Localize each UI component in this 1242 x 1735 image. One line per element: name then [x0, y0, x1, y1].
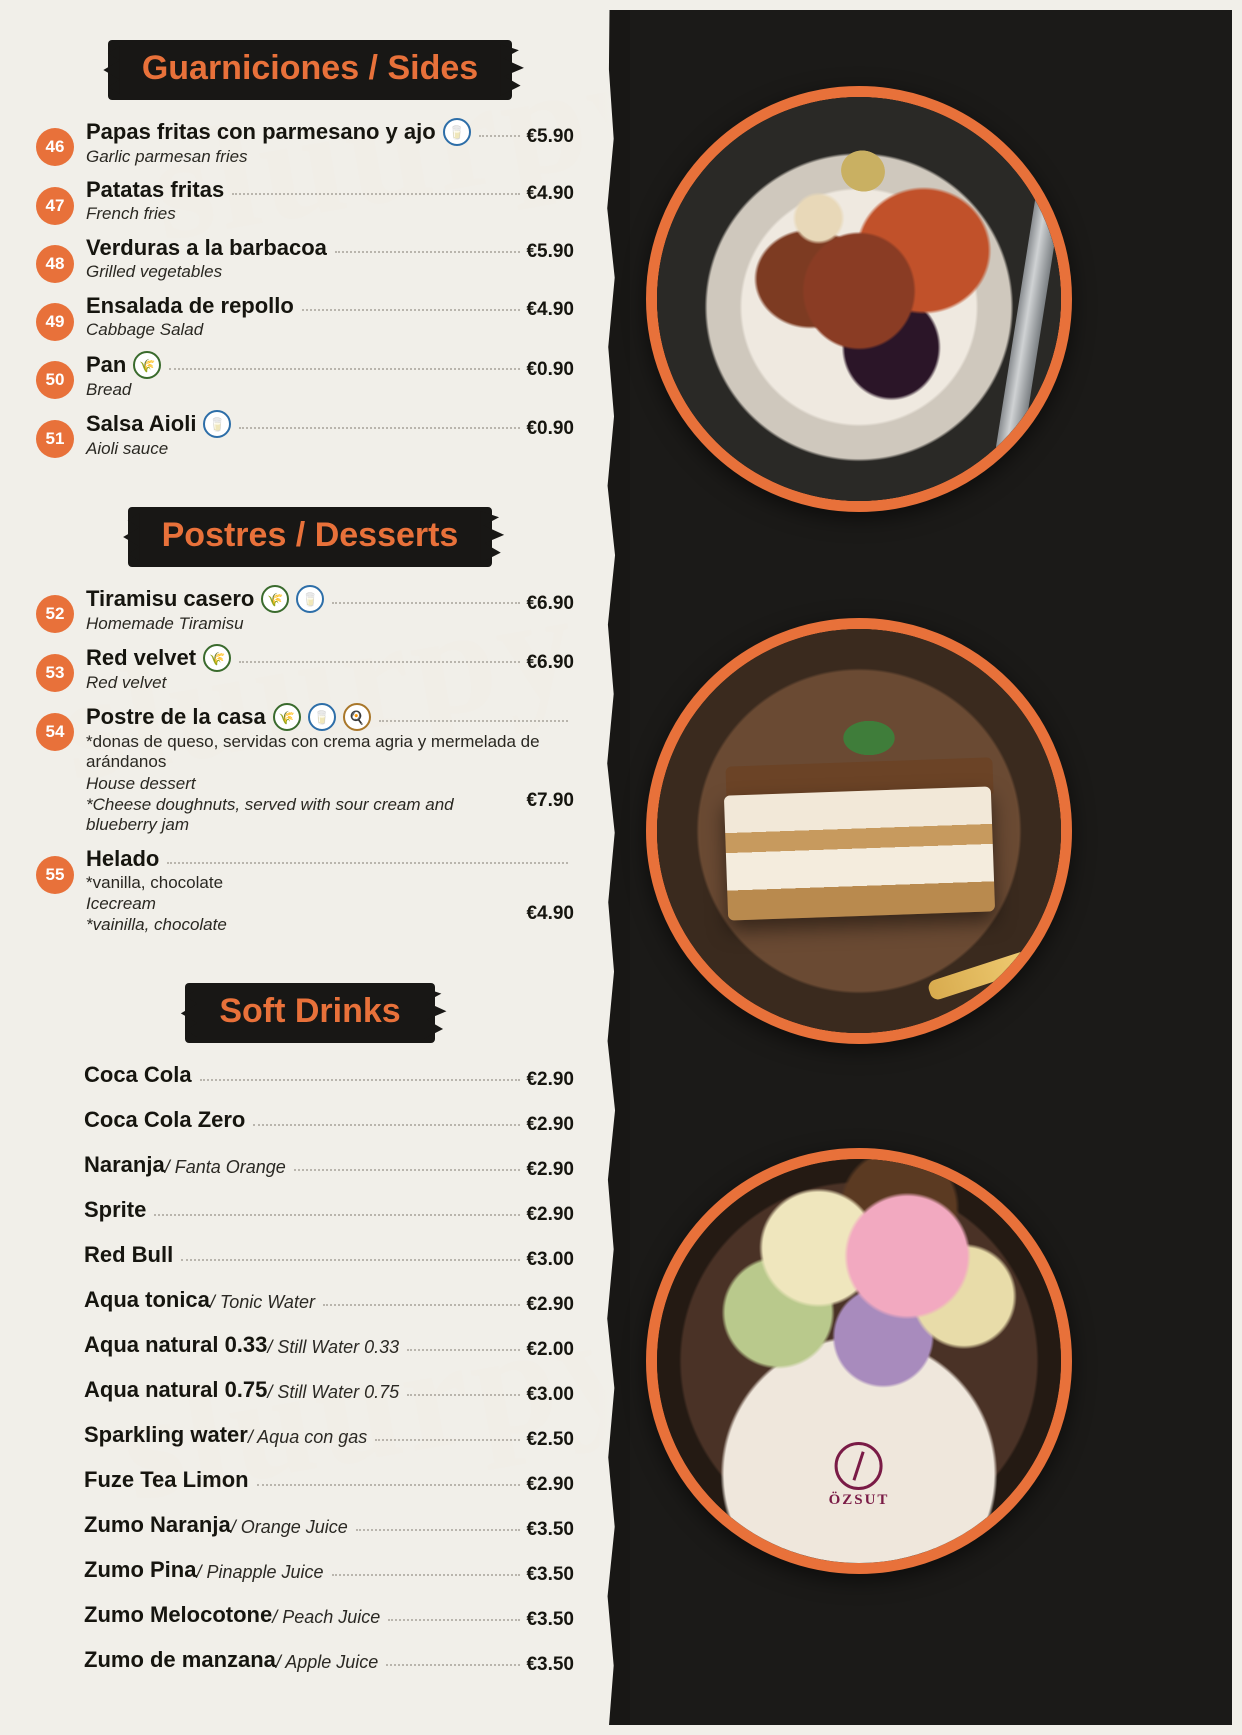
leader-dots — [407, 1337, 520, 1351]
item-number: 54 — [36, 713, 74, 751]
leader-dots — [323, 1292, 521, 1306]
drink-name: Coca Cola — [84, 1062, 192, 1088]
leader-dots — [239, 647, 520, 663]
item-subtitle: Bread — [86, 380, 132, 399]
photo-tiramisu-image — [657, 629, 1061, 1033]
leader-dots — [388, 1607, 520, 1621]
item-price: €4.90 — [526, 299, 574, 320]
list-item[interactable] — [84, 1512, 574, 1541]
section-title-desserts: Postres / Desserts — [128, 507, 493, 567]
drink-name: Fuze Tea Limon — [84, 1467, 249, 1493]
drink-name: Naranja — [84, 1152, 165, 1178]
leader-dots — [167, 848, 568, 864]
drink-alt: / Fanta Orange — [164, 1157, 286, 1178]
item-number: 49 — [36, 303, 74, 341]
ozsut-logo-text: ÖZSUT — [828, 1491, 890, 1508]
leader-dots — [386, 1652, 520, 1666]
drink-name: Aqua tonica — [84, 1287, 210, 1313]
photo-dessert-berries-image — [657, 97, 1061, 501]
item-subtitle: Red velvet — [86, 673, 167, 692]
drink-price: €3.00 — [526, 1249, 574, 1271]
ozsut-ring-icon — [835, 1442, 883, 1490]
drink-price: €2.90 — [526, 1114, 574, 1136]
leader-dots — [239, 413, 520, 429]
list-item[interactable] — [36, 118, 574, 167]
list-item[interactable] — [84, 1602, 574, 1631]
section-desserts — [0, 459, 620, 935]
drink-price: €3.50 — [526, 1654, 574, 1676]
list-item[interactable] — [36, 177, 574, 225]
leader-dots — [407, 1382, 520, 1396]
item-number: 53 — [36, 654, 74, 692]
list-item[interactable] — [84, 1647, 574, 1676]
photo-icecream-image — [657, 1159, 1061, 1563]
gluten-allergen-icon: 🌾 — [261, 585, 289, 613]
item-number: 55 — [36, 856, 74, 894]
item-note-es: *donas de queso, servidas con crema agria y mermelada de arándanos — [86, 732, 540, 772]
list-item[interactable] — [36, 351, 574, 400]
item-note-es: *vanilla, chocolate — [86, 872, 224, 892]
drink-name: Zumo Pina — [84, 1557, 197, 1583]
drink-name: Zumo de manzana — [84, 1647, 276, 1673]
item-name: Pan — [86, 352, 127, 377]
item-subtitle: Grilled vegetables — [86, 262, 223, 281]
drink-price: €2.90 — [526, 1204, 574, 1226]
mint-leaf — [839, 718, 899, 758]
list-item[interactable] — [84, 1287, 574, 1316]
leader-dots — [200, 1067, 521, 1081]
leader-dots — [335, 237, 521, 253]
tiramisu-slice — [724, 786, 995, 920]
gluten-allergen-icon: 🌾 — [203, 644, 231, 672]
item-number: 51 — [36, 420, 74, 458]
gluten-allergen-icon: 🌾 — [273, 703, 301, 731]
drink-name: Coca Cola Zero — [84, 1107, 246, 1133]
drink-name: Sprite — [84, 1197, 147, 1223]
leader-dots — [232, 179, 520, 195]
drink-price: €3.50 — [526, 1564, 574, 1586]
item-name: Tiramisu casero — [86, 586, 255, 611]
item-price: €6.90 — [526, 593, 574, 614]
left-menu-panel — [0, 0, 620, 1735]
drink-price: €3.50 — [526, 1519, 574, 1541]
list-item[interactable] — [36, 644, 574, 693]
item-subtitle: Aioli sauce — [86, 439, 169, 458]
milk-allergen-icon: 🥛 — [308, 703, 336, 731]
drink-price: €3.50 — [526, 1609, 574, 1631]
item-number: 52 — [36, 595, 74, 633]
photo-dessert-berries — [646, 86, 1072, 512]
list-item[interactable] — [36, 585, 574, 634]
item-number: 47 — [36, 187, 74, 225]
item-note-en: *vainilla, chocolate — [86, 914, 227, 934]
drink-alt: / Aqua con gas — [247, 1427, 368, 1448]
item-subtitle: Cabbage Salad — [86, 320, 204, 339]
drink-price: €2.50 — [526, 1429, 574, 1451]
item-name: Helado — [86, 845, 160, 871]
drink-alt: / Still Water 0.33 — [267, 1337, 400, 1358]
list-item[interactable] — [84, 1422, 574, 1451]
leader-dots — [302, 295, 521, 311]
item-price: €0.90 — [526, 359, 574, 380]
drink-alt: / Peach Juice — [272, 1607, 381, 1628]
item-name: Postre de la casa — [86, 704, 266, 729]
leader-dots — [379, 706, 568, 722]
item-price: €7.90 — [526, 789, 574, 811]
leader-dots — [253, 1112, 520, 1126]
list-item[interactable] — [84, 1197, 574, 1226]
item-name: Salsa Aioli — [86, 411, 197, 436]
list-item[interactable] — [36, 703, 574, 836]
leader-dots — [332, 588, 520, 604]
leader-dots — [356, 1517, 521, 1531]
drink-alt: / Tonic Water — [209, 1292, 315, 1313]
item-price: €5.90 — [526, 241, 574, 262]
milk-allergen-icon: 🥛 — [296, 585, 324, 613]
item-subtitle: Homemade Tiramisu — [86, 614, 244, 633]
list-item[interactable] — [36, 235, 574, 283]
drink-name: Aqua natural 0.33 — [84, 1332, 268, 1358]
list-item[interactable] — [84, 1062, 574, 1091]
drink-alt: / Apple Juice — [275, 1652, 379, 1673]
item-subtitle: Icecream — [86, 893, 156, 913]
item-name: Red velvet — [86, 645, 197, 670]
drink-alt: / Orange Juice — [230, 1517, 348, 1538]
item-name: Patatas fritas — [86, 177, 225, 202]
sides-list — [0, 118, 620, 459]
gluten-allergen-icon: 🌾 — [133, 351, 161, 379]
section-title-soft-drinks: Soft Drinks — [185, 983, 434, 1043]
item-price: €5.90 — [526, 126, 574, 147]
leader-dots — [294, 1157, 521, 1171]
soft-drinks-list — [0, 1062, 620, 1676]
item-price: €4.90 — [526, 903, 574, 925]
item-name: Verduras a la barbacoa — [86, 235, 327, 260]
ozsut-logo — [829, 1442, 890, 1509]
photo-tiramisu — [646, 618, 1072, 1044]
item-name: Papas fritas con parmesano y ajo — [86, 119, 436, 144]
drink-price: €2.90 — [526, 1294, 574, 1316]
drink-name: Zumo Melocotone — [84, 1602, 273, 1628]
section-soft-drinks — [0, 935, 620, 1676]
list-item[interactable] — [36, 293, 574, 341]
leader-dots — [332, 1562, 521, 1576]
item-subtitle: Garlic parmesan fries — [86, 147, 248, 166]
drink-price: €2.00 — [526, 1339, 574, 1361]
item-number: 50 — [36, 361, 74, 399]
leader-dots — [479, 121, 521, 137]
milk-allergen-icon: 🥛 — [203, 410, 231, 438]
item-subtitle: House dessert — [86, 773, 196, 793]
drink-name: Red Bull — [84, 1242, 174, 1268]
section-title-sides: Guarniciones / Sides — [108, 40, 512, 100]
item-number: 46 — [36, 128, 74, 166]
list-item[interactable] — [84, 1377, 574, 1406]
milk-allergen-icon: 🥛 — [443, 118, 471, 146]
drink-name: Zumo Naranja — [84, 1512, 231, 1538]
photo-icecream — [646, 1148, 1072, 1574]
leader-dots — [375, 1427, 520, 1441]
item-price: €0.90 — [526, 418, 574, 439]
item-number: 48 — [36, 245, 74, 283]
drink-price: €3.00 — [526, 1384, 574, 1406]
list-item[interactable] — [84, 1467, 574, 1496]
drink-name: Sparkling water — [84, 1422, 248, 1448]
drink-price: €2.90 — [526, 1069, 574, 1091]
drink-name: Aqua natural 0.75 — [84, 1377, 268, 1403]
leader-dots — [181, 1247, 520, 1261]
item-subtitle: French fries — [86, 204, 176, 223]
item-name: Ensalada de repollo — [86, 293, 294, 318]
leader-dots — [169, 354, 520, 370]
garnish-leaf — [829, 139, 897, 204]
drink-alt: / Still Water 0.75 — [267, 1382, 400, 1403]
item-price: €6.90 — [526, 652, 574, 673]
leader-dots — [257, 1472, 521, 1486]
egg-allergen-icon: 🍳 — [343, 703, 371, 731]
list-item[interactable] — [84, 1242, 574, 1271]
drink-price: €2.90 — [526, 1159, 574, 1181]
list-item[interactable] — [84, 1332, 574, 1361]
section-sides — [0, 0, 620, 459]
drink-price: €2.90 — [526, 1474, 574, 1496]
desserts-list — [0, 585, 620, 935]
list-item[interactable] — [84, 1152, 574, 1181]
leader-dots — [154, 1202, 520, 1216]
list-item[interactable] — [36, 846, 574, 936]
item-note-en: *Cheese doughnuts, served with sour cream and blueberry jam — [86, 794, 454, 835]
list-item[interactable] — [36, 410, 574, 459]
list-item[interactable] — [84, 1557, 574, 1586]
list-item[interactable] — [84, 1107, 574, 1136]
drink-alt: / Pinapple Juice — [196, 1562, 324, 1583]
item-price: €4.90 — [526, 183, 574, 204]
